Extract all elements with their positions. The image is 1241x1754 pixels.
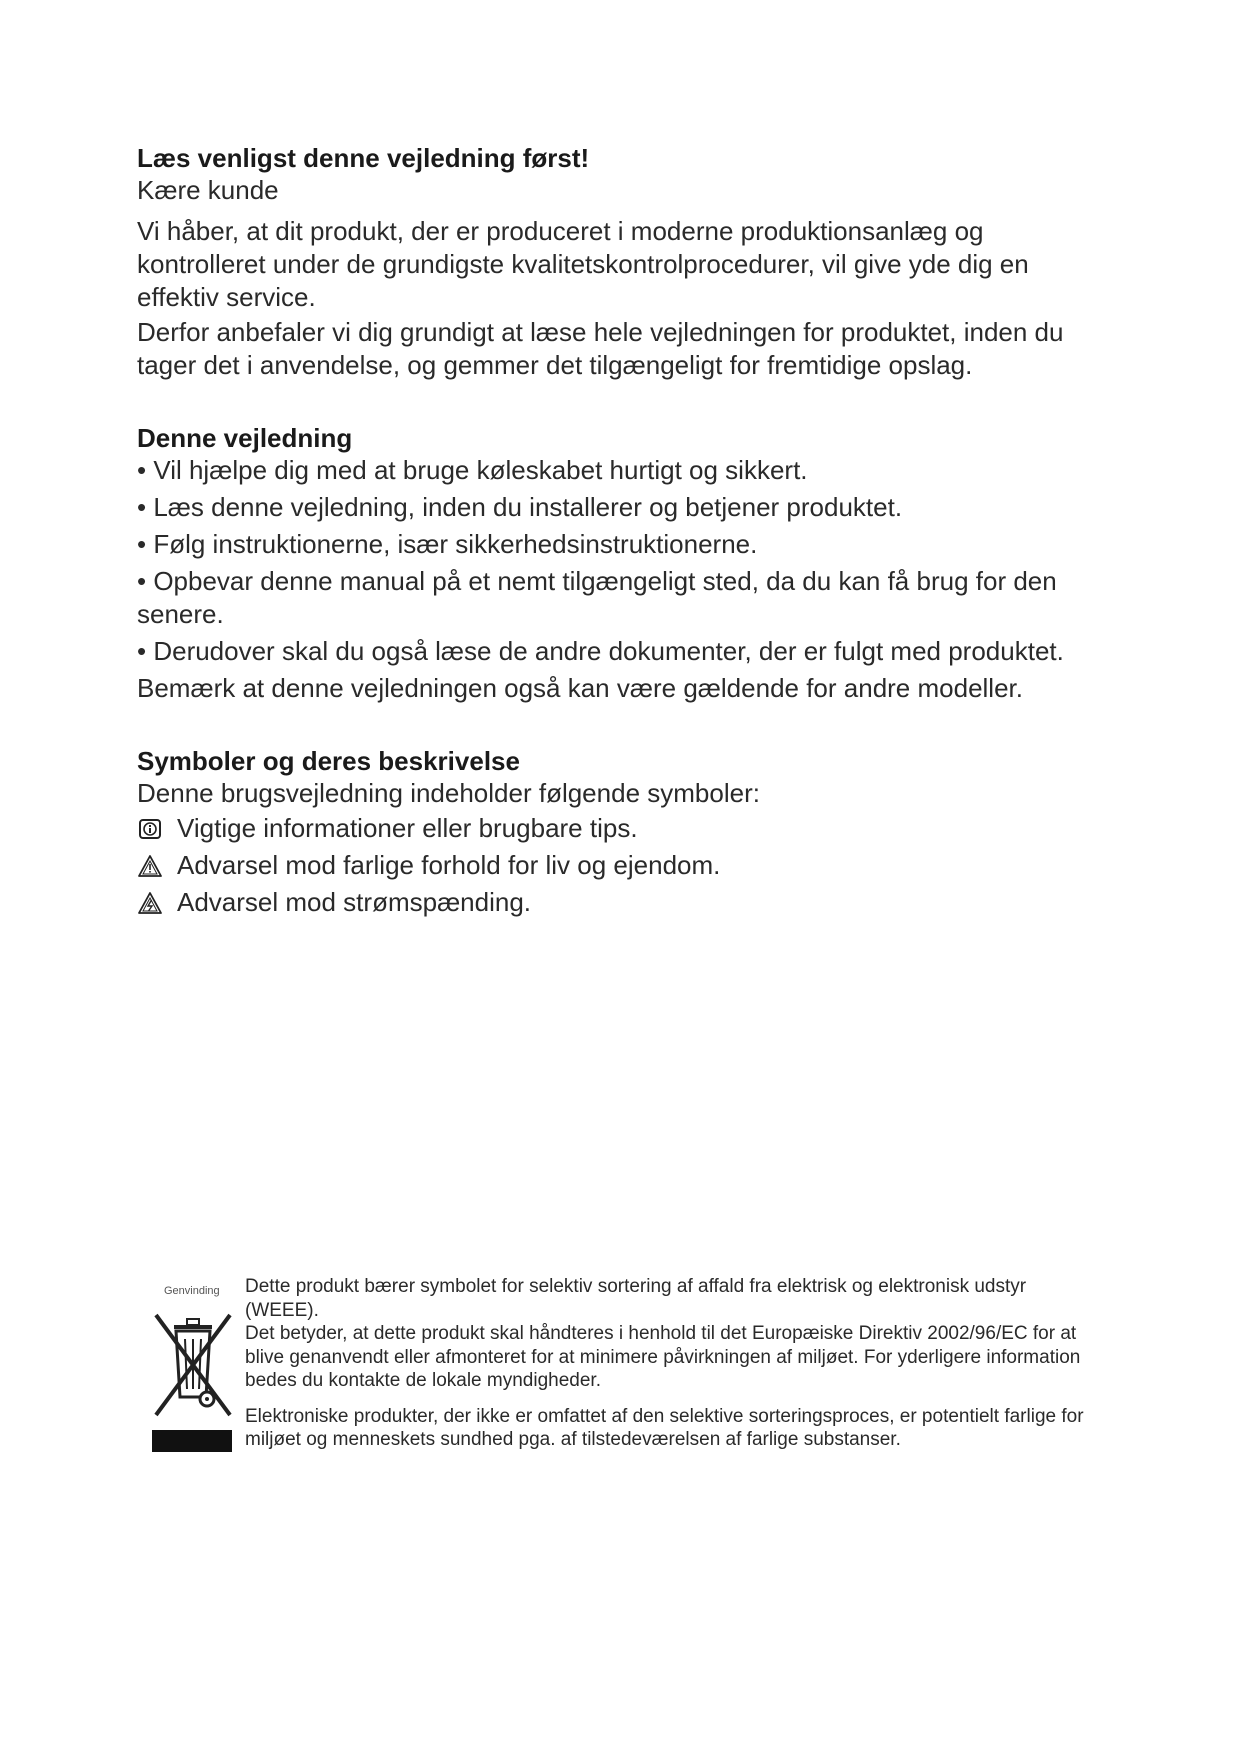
symbols-intro: Denne brugsvejledning indeholder følgende symboler:	[137, 778, 760, 808]
crossed-bin-icon	[152, 1307, 234, 1422]
symbol-text: Advarsel mod farlige forhold for liv og ejendom.	[177, 850, 721, 880]
list-item: • Læs denne vejledning, inden du installerer og betjener produktet.	[137, 492, 903, 522]
intro-paragraph-2: Derfor anbefaler vi dig grundigt at læse hele vejledningen for produktet, inden du tager det i anvendelse, og gemmer det tilgængeligt for fremtidige opslag.	[137, 317, 1064, 380]
list-item: • Vil hjælpe dig med at bruge køleskabet hurtigt og sikkert.	[137, 455, 808, 485]
weee-paragraph-2: Det betyder, at dette produkt skal håndteres i henhold til det Europæiske Direktiv 2002/96/EC for at blive genanvendt eller afmonteret for at minimere påvirkningen af miljøet. For yderligere information bedes du kontakte de lokale myndigheder.	[245, 1323, 1081, 1391]
symbols-heading: Symboler og deres beskrivelse	[137, 746, 520, 776]
symbol-row-electric	[137, 886, 1117, 919]
info-icon	[137, 816, 163, 842]
symbol-text: Advarsel mod strømspænding.	[177, 887, 532, 917]
symbol-row-info	[137, 812, 1117, 845]
weee-caption: Genvinding	[164, 1285, 220, 1297]
intro-heading: Læs venligst denne vejledning først!	[137, 143, 590, 173]
weee-paragraph-3: Elektroniske produkter, der ikke er omfattet af den selektive sorteringsproces, er potentielt farlige for miljøet og menneskets sundhed pga. af tilstedeværelsen af farlige substanser.	[245, 1405, 1084, 1450]
manual-note: Bemærk at denne vejledningen også kan være gældende for andre modeller.	[137, 673, 1023, 703]
manual-heading: Denne vejledning	[137, 423, 353, 453]
symbol-text: Vigtige informationer eller brugbare tips.	[177, 813, 638, 843]
greeting: Kære kunde	[137, 175, 279, 205]
weee-text	[245, 1275, 1085, 1452]
warning-icon	[137, 853, 163, 879]
symbol-row-warning	[137, 849, 1117, 882]
list-item: • Følg instruktionerne, især sikkerhedsinstruktionerne.	[137, 529, 758, 559]
document-body	[137, 142, 1117, 923]
weee-paragraph-1: Dette produkt bærer symbolet for selektiv sortering af affald fra elektrisk og elektronisk udstyr (WEEE).	[245, 1276, 1027, 1321]
list-item: • Derudover skal du også læse de andre dokumenter, der er fulgt med produktet.	[137, 636, 1064, 666]
weee-bar	[152, 1430, 232, 1452]
electric-warning-icon	[137, 890, 163, 916]
list-item: • Opbevar denne manual på et nemt tilgængeligt sted, da du kan få brug for den senere.	[137, 566, 1057, 629]
intro-paragraph-1: Vi håber, at dit produkt, der er produceret i moderne produktionsanlæg og kontrolleret under de grundigste kvalitetskontrolprocedurer, vil give yde dig en effektiv service.	[137, 216, 1029, 312]
